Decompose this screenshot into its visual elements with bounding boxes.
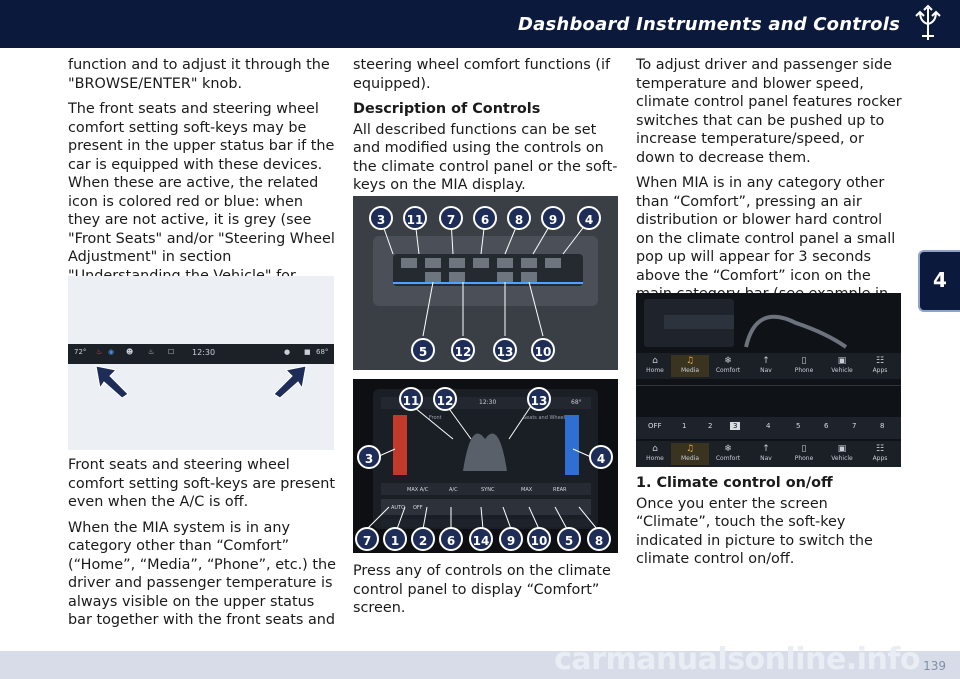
fan-speed-2[interactable]: 2 <box>708 422 713 430</box>
badge: 1 <box>383 527 407 551</box>
nav-label: Home <box>646 367 664 374</box>
badge: 11 <box>399 387 423 411</box>
nav-home[interactable] <box>636 443 674 465</box>
page-footer <box>0 642 960 679</box>
nav-nav[interactable] <box>747 443 785 465</box>
col3-heading: 1. Climate control on/off <box>636 475 833 491</box>
fan-speed-6[interactable]: 6 <box>824 422 829 430</box>
badge: 6 <box>473 206 497 230</box>
comfort-screen-photo <box>353 379 618 553</box>
column-3-bottom <box>636 474 904 576</box>
badge: 8 <box>507 206 531 230</box>
nav-label: Nav <box>760 367 772 374</box>
chapter-tab <box>918 250 960 312</box>
page-number: 139 <box>923 659 946 673</box>
left-temp: 72° <box>74 348 87 356</box>
column-2 <box>353 56 618 202</box>
nav-label: Vehicle <box>831 367 853 374</box>
popup-example-figure <box>636 293 901 467</box>
fan-speed-7[interactable]: 7 <box>852 422 857 430</box>
badge: 2 <box>411 527 435 551</box>
phone-icon: ▯ <box>801 356 807 366</box>
nav-label: Home <box>646 455 664 462</box>
nav-phone[interactable] <box>785 443 823 465</box>
climate-panel-photo <box>353 196 618 370</box>
nav-label: Apps <box>872 367 888 374</box>
nav-media[interactable] <box>671 355 709 377</box>
column-3 <box>636 56 904 329</box>
right-temp: 68° <box>316 348 329 356</box>
status-time: 12:30 <box>192 348 216 357</box>
home-icon: ⌂ <box>652 356 658 366</box>
fan-icon: ❄ <box>724 356 732 366</box>
sync-button: SYNC <box>481 487 495 493</box>
bell-icon: ♨ <box>148 348 155 356</box>
trident-icon <box>910 4 946 44</box>
right-seat-icon: ■ <box>304 348 311 356</box>
column-2-bottom <box>353 562 618 625</box>
navigation-icon: ↑ <box>762 356 770 366</box>
badge: 11 <box>403 206 427 230</box>
col2-paragraph-2: All described functions can be set and modified using the controls on the climate control panel or the soft-keys on the MIA display. <box>353 121 618 193</box>
badge: 12 <box>433 387 457 411</box>
screen-temp: 68° <box>571 399 582 406</box>
col1-paragraph-2: The front seats and steering wheel comfort setting soft-keys may be present in the upper status bar if the car is equipped with these devices. When these are active, the related icon is colored red or blue: when they are not active, it is grey (see "Front Seats" and/or "Steering Wheel Adjustment" in section <box>68 101 335 265</box>
auto-button: AUTO <box>391 505 406 511</box>
chapter-number: 4 <box>933 268 947 292</box>
nav-label: Phone <box>794 367 814 374</box>
badge: 13 <box>493 338 517 362</box>
arrow-left-icon <box>94 364 130 400</box>
fan-speed-5[interactable]: 5 <box>796 422 801 430</box>
home-icon: ⌂ <box>652 444 658 454</box>
nav-label: Comfort <box>715 367 741 374</box>
col3-paragraph-3: Once you enter the screen “Climate”, touch the soft-key indicated in picture to switch the climate control on/off. <box>636 495 873 567</box>
nav-apps[interactable] <box>861 355 899 377</box>
badge: 9 <box>541 206 565 230</box>
music-icon: ♫ <box>685 356 695 366</box>
badge: 10 <box>527 527 551 551</box>
nav-label: Media <box>680 367 700 374</box>
nav-phone[interactable] <box>785 355 823 377</box>
badge: 12 <box>451 338 475 362</box>
fan-icon: ❄ <box>724 444 732 454</box>
nav-vehicle[interactable] <box>823 443 861 465</box>
nav-label: Comfort <box>715 455 741 462</box>
nav-comfort[interactable] <box>709 443 747 465</box>
nav-apps[interactable] <box>861 443 899 465</box>
blower-speed-row <box>636 417 901 439</box>
column-1 <box>68 56 338 311</box>
col2-paragraph-1: steering wheel comfort functions (if equipped). <box>353 57 611 92</box>
seat-heat-icon: ♨ <box>96 348 103 356</box>
col3-paragraph-1: To adjust driver and passenger side temperature and blower speed, climate control panel features rocker switches that can be pushed up to increase temperature/speed, or down to decrease them. <box>636 57 902 166</box>
badge: 3 <box>357 445 381 469</box>
fan-speed-3[interactable]: 3 <box>730 422 740 430</box>
main-category-bar-top <box>636 353 901 379</box>
col1-paragraph-4: When the MIA system is in any category other than “Comfort” (“Home”, “Media”, “Phone”, etc.) the driver and passenger temperature is always visible on the upper status bar together with the front seats and <box>68 519 336 628</box>
apps-icon: ☷ <box>875 444 885 454</box>
badge: 6 <box>439 527 463 551</box>
user-icon: ☻ <box>126 348 134 356</box>
steering-heat-icon: ◉ <box>108 348 115 356</box>
col3-paragraph-2: When MIA is in any category other than “Comfort”, pressing an air distribution or blower hard control on the climate control panel a small pop up will appear for 3 seconds above the “Comfort” icon on the <box>636 175 896 284</box>
col1-paragraph-1: function and to adjust it through the "BROWSE/ENTER" knob. <box>68 57 330 92</box>
page-header <box>0 0 960 48</box>
badge: 10 <box>531 338 555 362</box>
nav-vehicle[interactable] <box>823 355 861 377</box>
nav-nav[interactable] <box>747 355 785 377</box>
device-icon: ☐ <box>168 348 175 356</box>
col2-paragraph-3: Press any of controls on the climate control panel to display “Comfort” screen. <box>353 563 611 616</box>
mic-icon: ● <box>284 348 291 356</box>
badge: 9 <box>499 527 523 551</box>
max-defrost-button: MAX <box>521 487 533 493</box>
badge: 5 <box>411 338 435 362</box>
nav-label: Phone <box>794 455 814 462</box>
column-1-bottom <box>68 456 338 637</box>
upper-status-bar <box>68 344 334 364</box>
navigation-icon: ↑ <box>762 444 770 454</box>
car-icon: ▣ <box>837 444 847 454</box>
col2-heading: Description of Controls <box>353 101 541 117</box>
music-icon: ♫ <box>685 444 695 454</box>
fan-speed-4[interactable]: 4 <box>766 422 771 430</box>
nav-home[interactable] <box>636 355 674 377</box>
fan-off[interactable]: OFF <box>648 422 662 430</box>
badge: 4 <box>589 445 613 469</box>
main-category-bar-bottom <box>636 441 901 467</box>
nav-label: Media <box>680 455 700 462</box>
tab-seats-and-wheel: Seats and Wheel <box>523 415 566 421</box>
badge: 3 <box>369 206 393 230</box>
badge: 8 <box>587 527 611 551</box>
badge: 14 <box>469 527 493 551</box>
fan-speed-1[interactable]: 1 <box>682 422 687 430</box>
fan-speed-8[interactable]: 8 <box>880 422 885 430</box>
col1-paragraph-3: Front seats and steering wheel comfort setting soft-keys are present even when the A/C is off. <box>68 457 335 510</box>
nav-label: Apps <box>872 455 888 462</box>
apps-icon: ☷ <box>875 356 885 366</box>
nav-media[interactable] <box>671 443 709 465</box>
screen-time: 12:30 <box>479 399 497 406</box>
badge: 7 <box>439 206 463 230</box>
nav-label: Nav <box>760 455 772 462</box>
ac-button: A/C <box>449 487 458 493</box>
badge: 5 <box>557 527 581 551</box>
arrow-right-icon <box>272 364 308 400</box>
phone-icon: ▯ <box>801 444 807 454</box>
header-title: Dashboard Instruments and Controls <box>518 14 900 35</box>
tab-front: Front <box>429 415 442 421</box>
max-ac-button: MAX A/C <box>407 487 429 493</box>
watermark: carmanualsonline.info <box>554 642 920 677</box>
car-icon: ▣ <box>837 356 847 366</box>
badge: 13 <box>527 387 551 411</box>
status-bar-figure <box>68 276 334 450</box>
rear-defrost-button: REAR <box>553 487 567 493</box>
badge: 7 <box>355 527 379 551</box>
nav-label: Vehicle <box>831 455 853 462</box>
badge: 4 <box>577 206 601 230</box>
off-button: OFF <box>413 505 423 511</box>
nav-comfort[interactable] <box>709 355 747 377</box>
